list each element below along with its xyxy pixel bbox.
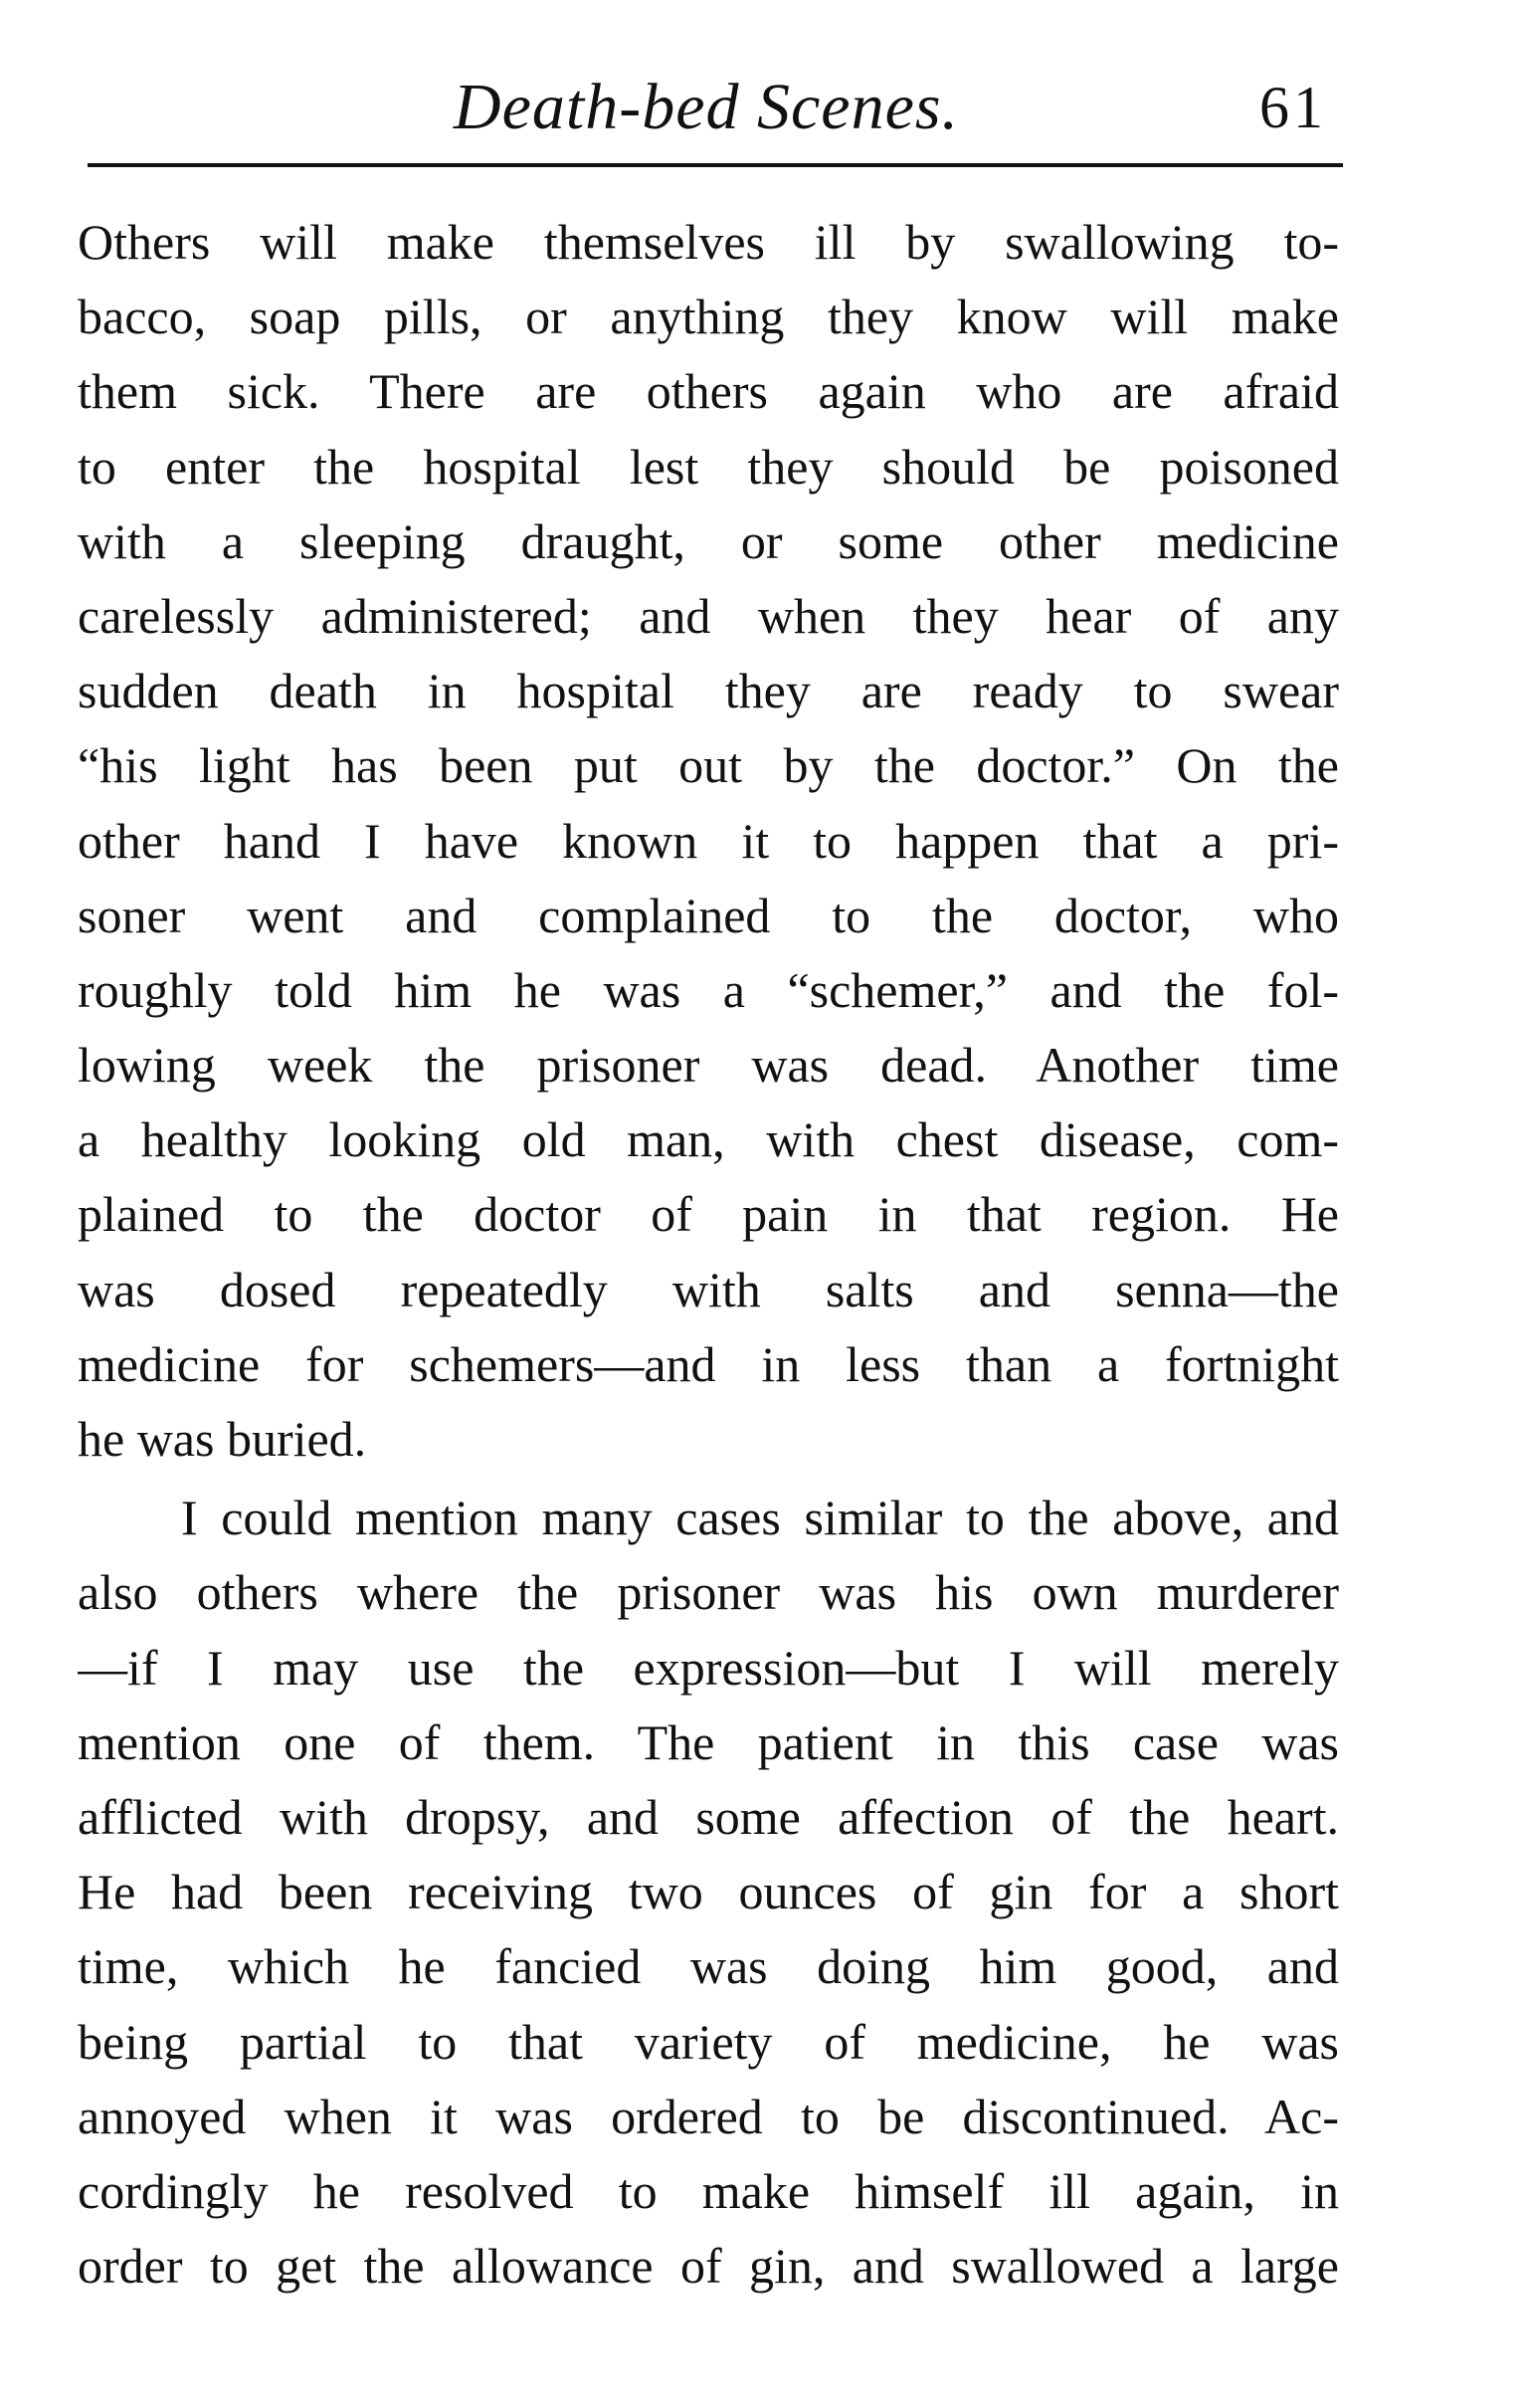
paragraph-2 xyxy=(78,1481,1339,2304)
text-line: was dosed repeatedly with salts and senna—the xyxy=(78,1261,1339,1317)
text-line: bacco, soap pills, or anything they know will make xyxy=(78,289,1339,345)
paragraph-1 xyxy=(78,205,1339,1477)
header-rule xyxy=(88,163,1343,167)
text-line: order to get the allowance of gin, and swallowed a large xyxy=(78,2238,1339,2295)
text-line: with a sleeping draught, or some other medicine xyxy=(78,512,1339,569)
text-line: other hand I have known it to happen that a pri- xyxy=(78,812,1339,869)
text-line: to enter the hospital lest they should be poisoned xyxy=(78,438,1339,495)
text-line: afflicted with dropsy, and some affection of the heart. xyxy=(78,1788,1339,1845)
text-line: carelessly administered; and when they hear of any xyxy=(78,587,1339,644)
text-line: lowing week the prisoner was dead. Another time xyxy=(78,1037,1339,1094)
text-line: sudden death in hospital they are ready to swear xyxy=(78,663,1339,719)
text-line: being partial to that variety of medicine, he was xyxy=(78,2013,1339,2070)
text-line: medicine for schemers—and in less than a fortnight xyxy=(78,1335,1339,1392)
text-line: time, which he fancied was doing him good, and xyxy=(78,1938,1339,1995)
text-line: a healthy looking old man, with chest disease, com- xyxy=(78,1111,1339,1168)
text-line: Others will make themselves ill by swallowing to- xyxy=(78,214,1339,270)
text-line: roughly told him he was a “schemer,” and the fol- xyxy=(78,961,1339,1018)
text-line: mention one of them. The patient in this case was xyxy=(78,1713,1339,1770)
text-line: soner went and complained to the doctor, who xyxy=(78,887,1339,943)
text-line: I could mention many cases similar to the above, and xyxy=(181,1490,1339,1546)
text-line: He had been receiving two ounces of gin for a short xyxy=(78,1864,1339,1920)
body-text xyxy=(78,205,1339,2304)
running-head xyxy=(70,68,1343,147)
text-line: cordingly he resolved to make himself ill again, in xyxy=(78,2162,1339,2219)
text-line: plained to the doctor of pain in that region. He xyxy=(78,1186,1339,1243)
text-line: he was buried. xyxy=(78,1411,367,1467)
text-line: annoyed when it was ordered to be discontinued. Ac- xyxy=(78,2088,1339,2144)
page-number: 61 xyxy=(1259,75,1327,140)
text-line: also others where the prisoner was his own murderer xyxy=(78,1564,1339,1621)
text-line: them sick. There are others again who are afraid xyxy=(78,363,1339,420)
text-line: “his light has been put out by the doctor.” On the xyxy=(78,737,1339,794)
text-line: —if I may use the expression—but I will merely xyxy=(78,1639,1339,1696)
running-head-title: Death-bed Scenes. xyxy=(453,71,960,143)
